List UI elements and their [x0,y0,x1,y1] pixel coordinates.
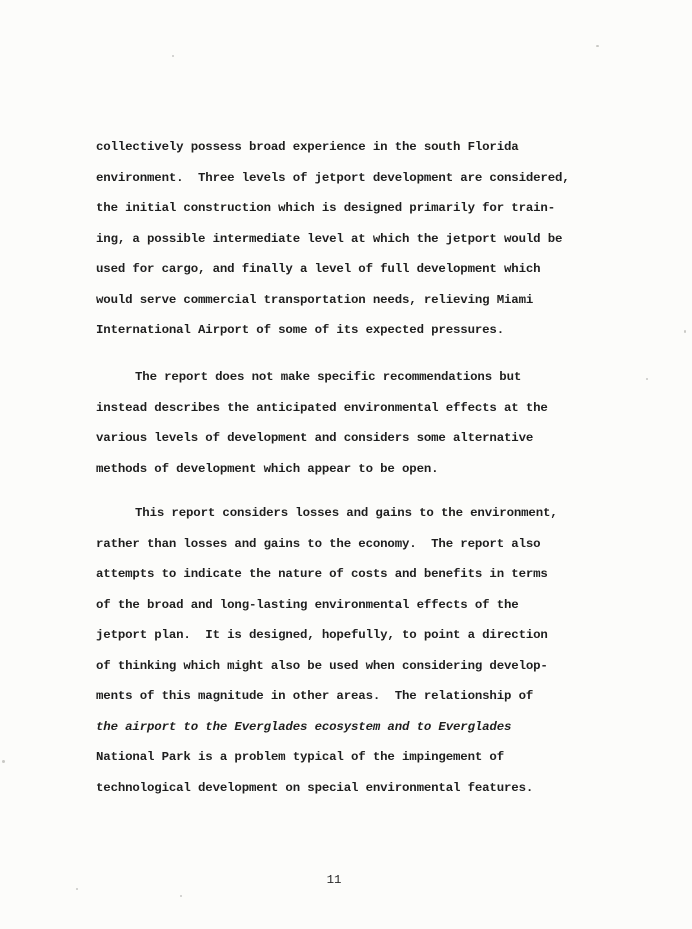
text-line: various levels of development and considers some alternative [96,431,534,445]
text-line: rather than losses and gains to the economy. The report also [96,536,541,551]
text-line: methods of development which appear to be open. [96,461,439,476]
text-line: International Airport of some of its expected pressures. [96,323,504,337]
text-line: would serve commercial transportation needs, relieving Miami [96,292,534,307]
text-line: used for cargo, and finally a level of full development which [96,262,541,276]
paragraph-3 [96,498,596,803]
paragraph-2 [96,362,596,484]
paragraph-1 [96,132,596,346]
scan-speck [684,330,686,333]
text-line: the initial construction which is designed primarily for train- [96,201,555,215]
scan-speck [180,895,182,897]
text-line: jetport plan. It is designed, hopefully, to point a direction [96,628,548,642]
text-line: National Park is a problem typical of the impingement of [96,750,504,764]
text-line: attempts to indicate the nature of costs and benefits in terms [96,567,548,581]
text-line: collectively possess broad experience in the south Florida [96,140,519,154]
text-line: of thinking which might also be used when considering develop- [96,658,548,673]
scan-speck [172,55,174,57]
text-line: environment. Three levels of jetport development are considered, [96,170,570,185]
text-line: technological development on special environmental features. [96,780,534,795]
text-line: ing, a possible intermediate level at which the jetport would be [96,231,563,246]
text-line: The report does not make specific recommendations but [135,370,522,384]
scan-speck [596,45,599,47]
text-line: This report considers losses and gains to the environment, [135,506,558,520]
text-line: instead describes the anticipated environmental effects at the [96,400,548,415]
scan-speck [646,378,648,380]
page-number: 11 [326,873,342,887]
text-line: of the broad and long-lasting environmental effects of the [96,597,519,612]
scan-speck [2,760,5,763]
text-line: the airport to the Everglades ecosystem and to Everglades [96,719,512,734]
scan-speck [76,888,78,890]
text-line: ments of this magnitude in other areas. The relationship of [96,689,534,703]
